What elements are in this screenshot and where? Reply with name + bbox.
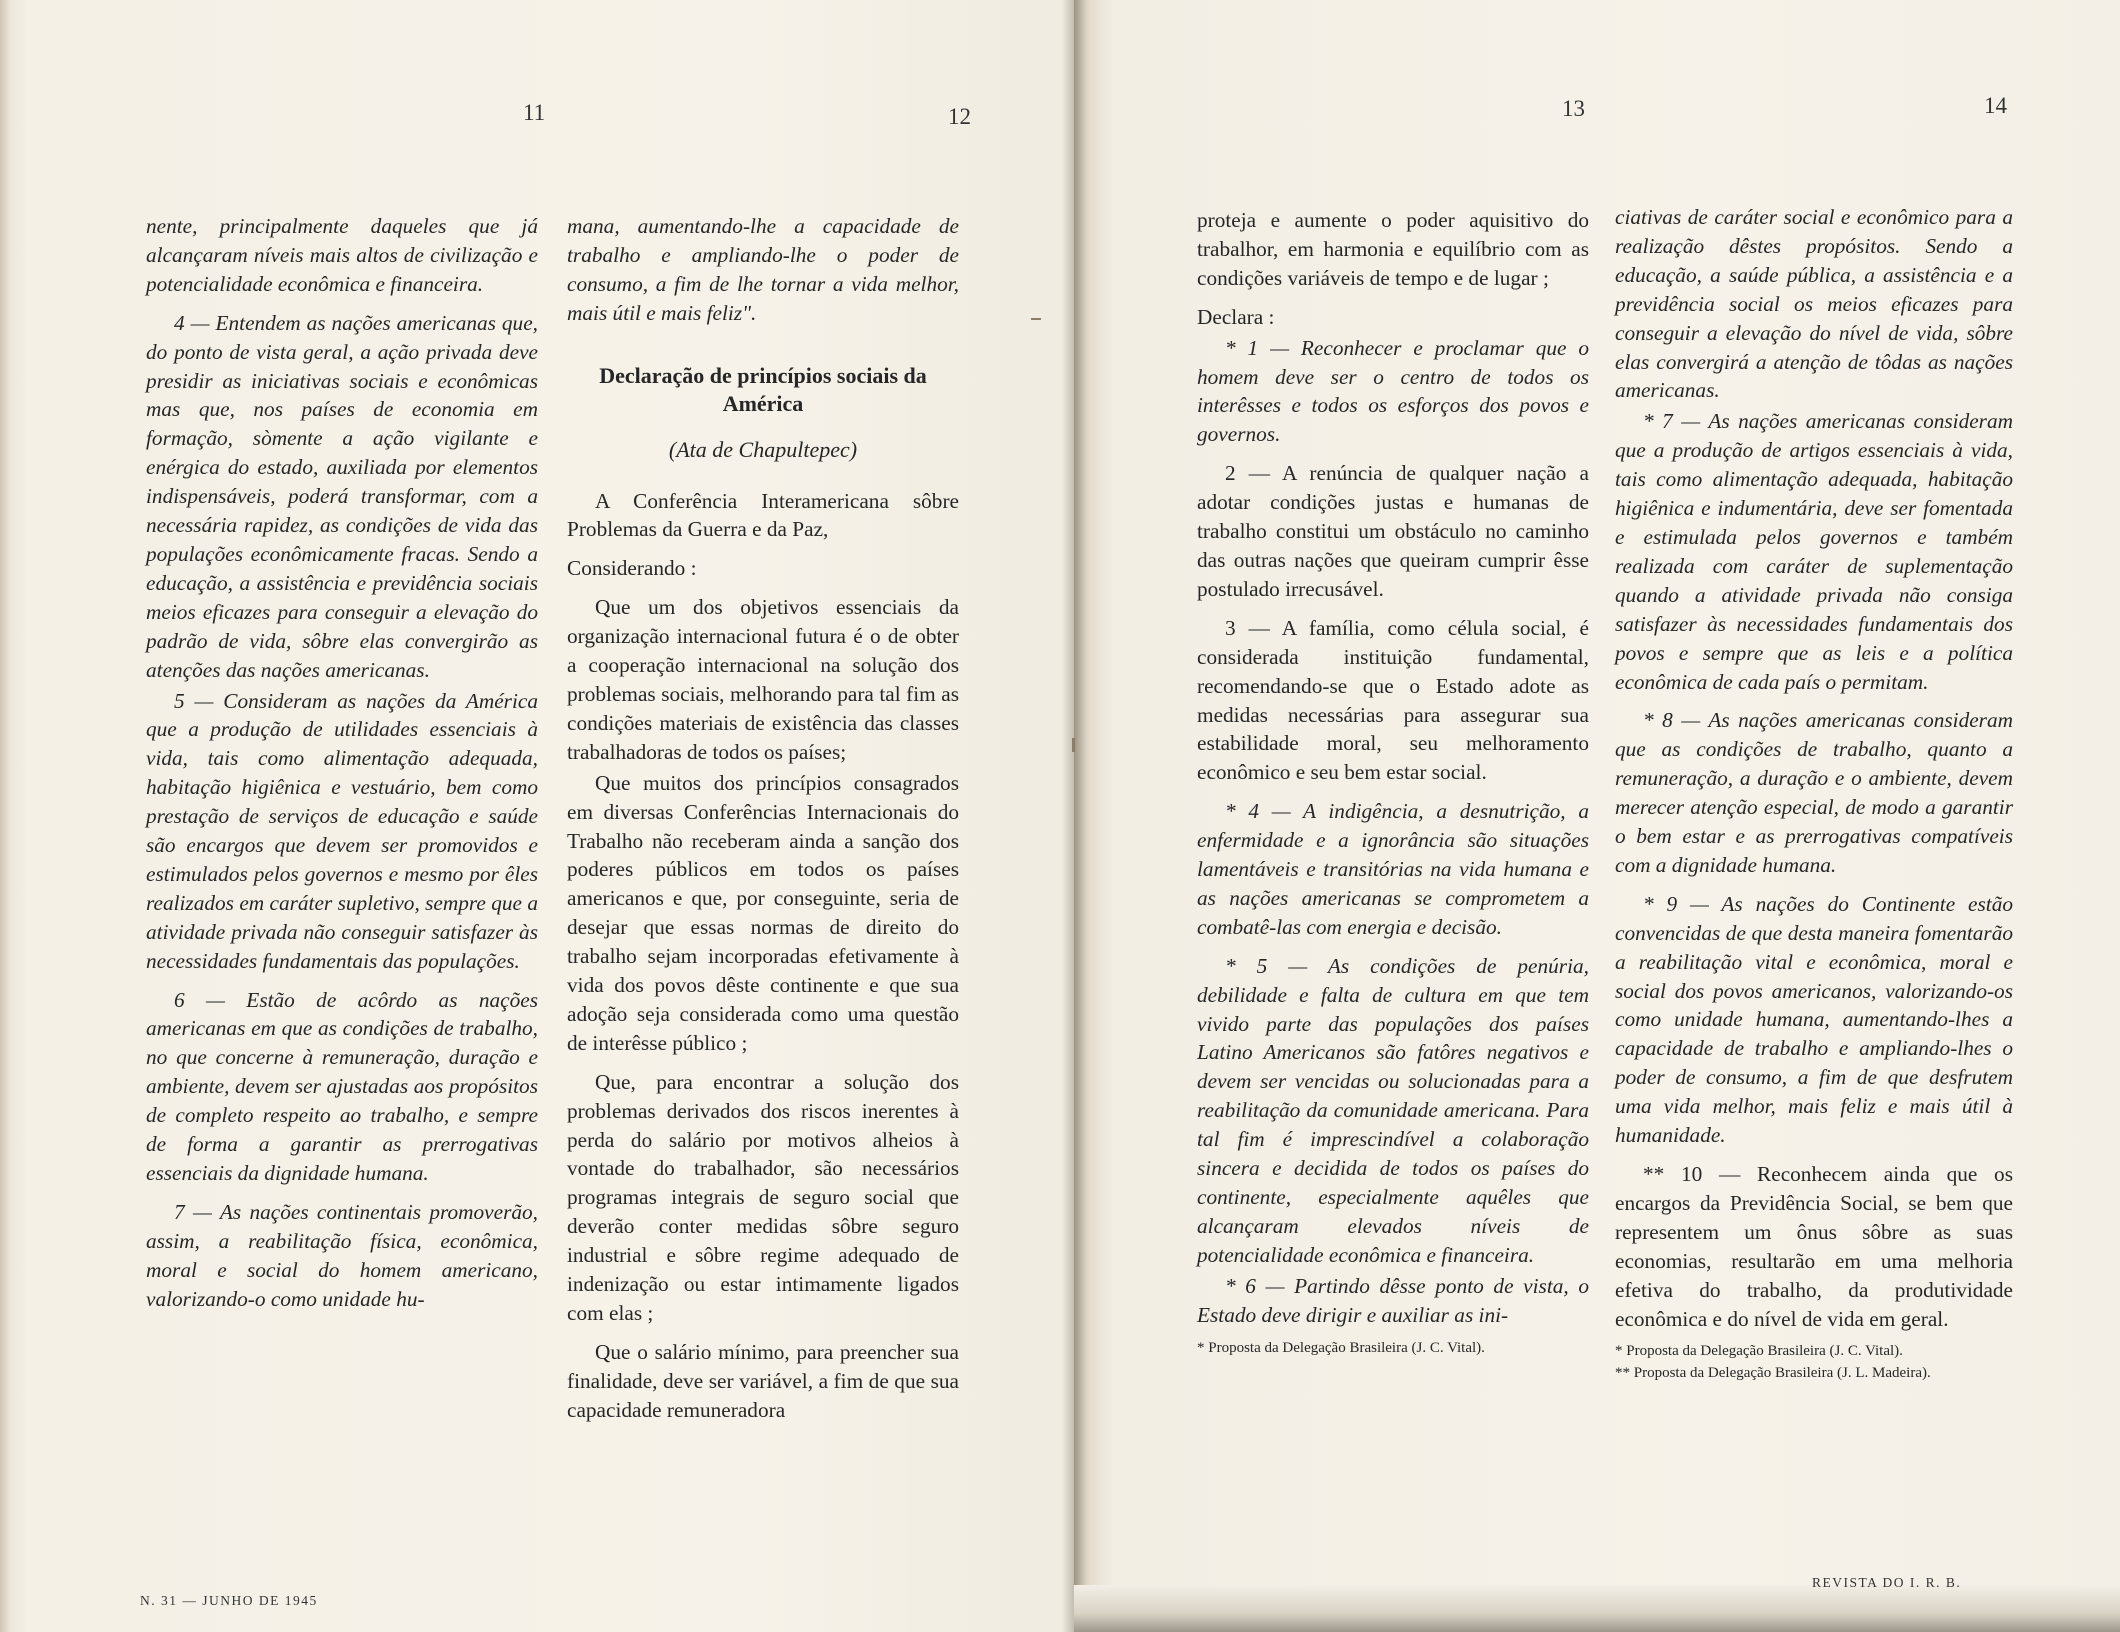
declara-label: Declara : — [1197, 304, 1275, 329]
declaration-item: 2 — A renúncia de qualquer nação a adotar condições justas e humanas de trabalho constitui um obstáculo no caminho das outras nações que queiram cumprir êsse postulado irrecusável. — [1197, 461, 1589, 601]
paragraph: nente, principalmente daqueles que já alcançaram níveis mais altos de civilização e potencialidade econômica e financeira. — [146, 214, 538, 296]
footnote: * Proposta da Delegação Brasileira (J. C. Vital). — [1197, 1339, 1485, 1356]
footnote: ** Proposta da Delegação Brasileira (J. L. Madeira). — [1615, 1365, 1931, 1382]
paragraph: Que, para encontrar a solução dos problemas derivados dos riscos inerentes à perda do salário por motivos alheios à vontade do trabalhador, são necessários programas integrais de seguro social que deverão conter medidas sôbre seguro industrial e sôbre regime adequado de indenização ou estar intimamente ligados com elas ; — [567, 1069, 959, 1325]
paragraph: 7 — As nações continentais promoverão, assim, a reabilitação física, econômica, moral e social do homem americano, valorizando-o como unidade hu- — [146, 1199, 538, 1311]
margin-mark — [1031, 318, 1041, 320]
section-heading: Declaração de princípios sociais da América — [599, 362, 927, 416]
paragraph: mana, aumentando-lhe a capacidade de trabalho e ampliando-lhe o poder de consumo, a fim de lhe tornar a vida melhor, mais útil e mais feliz". — [567, 214, 959, 325]
paragraph: A Conferência Interamericana sôbre Problemas da Guerra e da Paz, — [567, 488, 959, 542]
page-number-14: 14 — [1984, 93, 2007, 118]
paragraph: 6 — Estão de acôrdo as nações americanas em que as condições de trabalho, no que concerne à remuneração, duração e ambiente, devem ser ajustadas aos propósitos de completo respeito ao trabalho, e sempre de forma a garantir as prerrogativas essenciais da dignidade humana. — [146, 987, 538, 1185]
paragraph: Que um dos objetivos essenciais da organização internacional futura é o de obter a cooperação internacional na solução dos problemas sociais, melhorando para tal fim as condições materiais de existência das classes trabalhadoras de todos os países; — [567, 595, 959, 764]
declaration-item: ** 10 — Reconhecem ainda que os encargos da Previdência Social, se bem que representem um ônus sôbre as suas economias, resultarão em uma melhoria efetiva do trabalho, da produtividade econômica e do nível de vida em geral. — [1615, 1162, 2013, 1331]
declaration-item: * 7 — As nações americanas consideram que a produção de artigos essenciais à vida, tais como alimentação adequada, habitação higiênica e indumentária, deve ser fomentada e estimulada pelos governos e também realizada com caráter de suplementação quando a atividade privada não consiga satisfazer às necessidades fundamentais dos povos e sempre que as leis e a política econômica de cada país o permitam. — [1615, 409, 2013, 694]
paragraph: 5 — Consideram as nações da América que a produção de utilidades essenciais à vida, tais como alimentação adequada, habitação higiênica e vestuário, bem como prestação de serviços de educação e saúde são encargos que devem ser promovidos e estimulados pelos governos e mesmo por êles realizados em caráter supletivo, sempre que a atividade privada não conseguir satisfazer às necessidades fundamentais das populações. — [146, 688, 538, 973]
page-number-12: 12 — [948, 104, 971, 129]
page-number-13: 13 — [1562, 96, 1585, 121]
column-page-13 — [1197, 206, 1589, 1360]
declaration-item: * 4 — A indigência, a desnutrição, a enfermidade e a ignorância são situações lamentáveis e transitórias na vida humana e as nações americanas se comprometem a combatê-las com energia e decisão. — [1197, 799, 1589, 939]
paragraph: 4 — Entendem as nações americanas que, do ponto de vista geral, a ação privada deve presidir as iniciativas sociais e econômicas mas que, nos países de economia em formação, sòmente a ação vigilante e enérgica do estado, auxiliada por elementos indispensáveis, poderá transformar, com a necessária rapidez, as condições de vida das populações econômicamente fracas. Sendo a educação, a assistência e previdência sociais meios eficazes para conseguir a elevação do padrão de vida, sôbre elas convergirão as atenções das nações americanas. — [146, 310, 538, 682]
declaration-item: * 5 — As condições de penúria, debilidade e falta de cultura em que tem vivido parte das populações dos países Latino Americanos são fatôres negativos e devem ser vencidas ou solucionadas para a reabilitação da comunidade americana. Para tal fim é imprescindível a colaboração sincera e decidida de todos os países do continente, especialmente aquêles que alcançaram elevados níveis de potencialidade econômica e financeira. — [1197, 953, 1589, 1267]
column-page-11 — [146, 212, 538, 1316]
paragraph: proteja e aumente o poder aquisitivo do trabalhor, em harmonia e equilíbrio com as condições variáveis de tempo e de lugar ; — [1197, 208, 1589, 290]
declaration-item: * 9 — As nações do Continente estão convencidas de que desta maneira fomentarão a reabilitação vital e econômica, moral e social dos povos americanos, valorizando-os como unidade humana, aumentando-lhes a capacidade de trabalho e ampliando-lhes o poder de consumo, a fim de que desfrutem uma vida melhor, mais feliz e mais útil à humanidade. — [1615, 891, 2013, 1148]
column-page-14 — [1615, 203, 2013, 1385]
paragraph: ciativas de caráter social e econômico para a realização dêstes propósitos. Sendo a educação, a saúde pública, a assistência e a previdência social os meios eficazes para conseguir a elevação do nível de vida, sôbre elas convergirá a atenção de tôdas as nações americanas. — [1615, 205, 2013, 403]
column-page-12 — [567, 212, 959, 1427]
declaration-item: * 8 — As nações americanas consideram que as condições de trabalho, quanto a remuneração, a duração e o ambiente, devem merecer atenção especial, de modo a garantir o bem estar e as prerrogativas compatíveis com a dignidade humana. — [1615, 708, 2013, 877]
paragraph: Que muitos dos princípios consagrados em diversas Conferências Internacionais do Trabalho não receberam ainda a sanção dos poderes públicos em todos os países americanos e que, por conseguinte, seria de desejar que essas normas de direito do trabalho sejam incorporadas efetivamente à vida dos povos dêste continente e que sua adoção seja considerada como uma questão de interêsse público ; — [567, 770, 959, 1055]
footer-issue: N. 31 — JUNHO DE 1945 — [140, 1593, 318, 1608]
paragraph: Que o salário mínimo, para preencher sua finalidade, deve ser variável, a fim de que sua capacidade remuneradora — [567, 1339, 959, 1422]
margin-mark — [1072, 738, 1075, 752]
footer-journal: REVISTA DO I. R. B. — [1812, 1575, 1962, 1590]
footnote: * Proposta da Delegação Brasileira (J. C. Vital). — [1615, 1343, 1903, 1360]
section-subheading: (Ata de Chapultepec) — [668, 436, 858, 462]
declaration-item: 3 — A família, como célula social, é considerada instituição fundamental, recomendando-se que o Estado adote as medidas necessárias para assegurar sua estabilidade moral, seu melhoramento econômico e seu bem estar social. — [1197, 615, 1589, 785]
paragraph: Considerando : — [567, 556, 697, 581]
page-number-11: 11 — [523, 100, 546, 125]
declaration-item: * 6 — Partindo dêsse ponto de vista, o Estado deve dirigir e auxiliar as ini- — [1197, 1273, 1589, 1327]
page-edge-shadow — [1074, 1585, 2120, 1632]
book-gutter — [1062, 0, 1086, 1632]
declaration-item: * 1 — Reconhecer e proclamar que o homem deve ser o centro de todos os interêsses e todos os esforços dos povos e governos. — [1197, 335, 1589, 447]
